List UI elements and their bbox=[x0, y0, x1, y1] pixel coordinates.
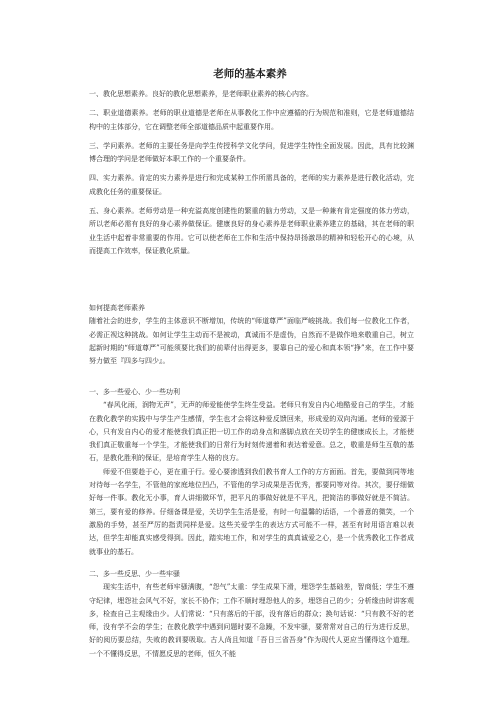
quality-item-5: 五、身心素养。老师劳动是一种充溢高度创建性的繁重的脑力劳动，又是一种兼有肯定强度的体力劳动，所以老师必需有良好的身心素养做保证。健康良好的身心素养是老师职业素养建立的基础，其在老师的职业生活中起着非常重要的作用。它可以使老师在工作和生活中保持昂扬激昂的精神和轻松开心的心境，从而提高工作效率，保证教化质量。 bbox=[89, 207, 414, 255]
section-1-paragraph-2: 师爱不但要趁于心，更在重于行。爱心要渗透到我们教书育人工作的方方面面。首先，要做到同等地对待每一名学生，不管他的家庭地位凹凸，不管他的学习成果是否优秀，都要同等对待。其次，要仔细做好每一件事。教化无小事，育人讲细微环节，把平凡的事做好就是不平凡，把简洁的事做好就是不简洁。第三，要有爱的修养。仔细备课是爱，关切学生生活是爱，有时一句温馨的话语，一个善意的微笑，一个激励的手势，甚至严厉的指责同样是爱。这些关爱学生的表达方式可能不一样，甚至有时用语言难以表达，但学生却能真实感受得到。因此，踏实地工作，和对学生的真真诚爱之心，是一个优秀教化工作者成就事业的基石。 bbox=[89, 467, 414, 556]
quality-item-4: 四、实力素养。肯定的实力素养是进行和完成某种工作所需具备的，老师的实力素养是进行教化活动，完成教化任务的重要保证。 bbox=[89, 174, 414, 196]
quality-item-3: 三、学问素养。老师的主要任务是向学生传授科学文化学问，促进学生特性全面发展。因此，具有比较渊博合理的学问是老师做好本职工作的一个重要条件。 bbox=[89, 141, 414, 164]
section-2-heading: 二、多一些反思、少一些牢骚 bbox=[89, 570, 180, 578]
qualities-section bbox=[89, 88, 414, 258]
section-2-paragraph-1: 现实生活中，有些老师牢骚满腹，“怨气”太重：学生成果下滑，埋怨学生基础差，智商低；学生不遵守纪律，埋怨社会风气不好，家长不协作；工作不顺时埋怨他人的多，埋怨自己的少；分析缘由时讲客观多，检查自己主观缘由少。人们常说：“只有落后的干部，没有落后的群众；换句话说：“只有教不好的老师，没有学不会的学生；在教化教学中遇到问题时要不急躁，不发牢骚，要常常对自己的行为进行反思，好的阅历要总结，失败的教训要吸取。古人尚且知道「吾日三省吾身”作为现代人更应当懂得这个道理。一个不懂得反思，不情愿反思的老师，恒久不能 bbox=[89, 583, 414, 658]
quality-item-1: 一、教化思想素养。良好的教化思想素养，是老师职业素养的核心内容。 bbox=[89, 90, 313, 98]
improve-section bbox=[89, 302, 414, 368]
section-1 bbox=[89, 386, 414, 559]
section-1-paragraph-1: “春风化雨，润物无声”，无声的师爱能使学生终生受益。老师只有发自内心地酷爱自己的学生，才能在教化教学的实践中与学生产生感情，学生也才会将这种爱反馈回来，形成爱的双向沟通。老师的爱源于心，只有发自内心的爱才能使我们真正把一切工作的动身点和落脚点放在关切学生的健康成长上，才能使我们真正敬重每一个学生，才能使我们的日常行为时刻传递着和表达着爱意。总之，敬重是师生互敬的基石，是教化胜利的保证，是培育学生人格的良方。 bbox=[89, 401, 414, 463]
improve-intro: 随着社会的进步，学生的主体意识不断增加，传统的“师道尊严”面临严峻挑战。我们每一位教化工作者，必需正视这种挑战。如何让学生主动而不是被动，真诚而不是虚伪，自然而不是做作地来敬重自己，树立起新时期的“师道尊严”可能须要比我们的前辈付出得更多，要靠自己的爱心和真本领“挣”来，在工作中要努力做至『四多与四少』。 bbox=[89, 317, 414, 366]
section-2 bbox=[89, 568, 414, 661]
improve-heading: 如何提高老师素养 bbox=[89, 304, 145, 312]
section-1-heading: 一、多一些爱心、少一些功利 bbox=[89, 388, 180, 396]
quality-item-2: 二、职业道德素养。老师的职业道德是老师在从事教化工作中应遵循的行为规范和准则，它是老师道德结构中的主体部分，它在调整老师全部道德品质中起重要作用。 bbox=[89, 109, 414, 131]
document-title: 老师的基本素养 bbox=[213, 68, 287, 80]
